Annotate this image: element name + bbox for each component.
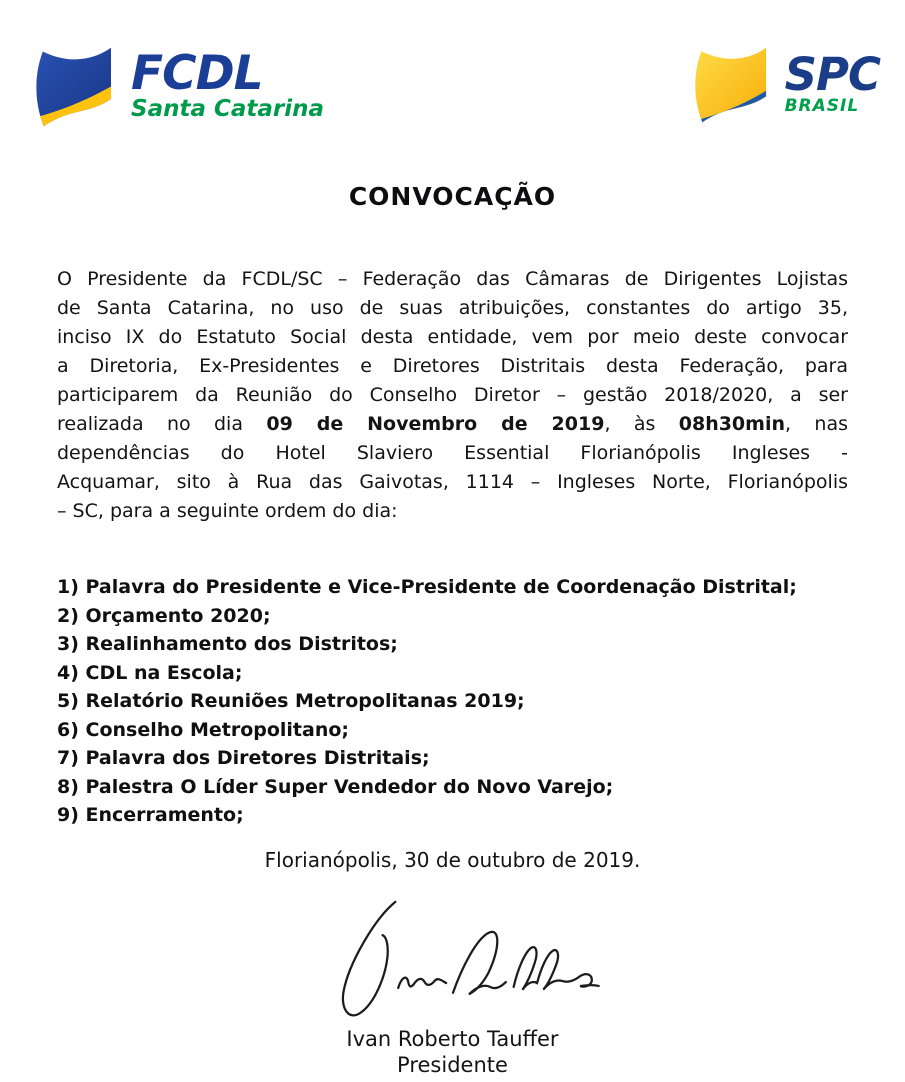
- fcdl-flag-icon: [27, 42, 123, 132]
- body-line-segment: , nas: [785, 413, 848, 435]
- signer-role: Presidente: [397, 1052, 508, 1077]
- body-line: inciso IX do Estatuto Social desta entidade, vem por meio deste convocar: [57, 326, 848, 348]
- agenda-item: 1) Palavra do Presidente e Vice-Presidente de Coordenação Distrital;: [57, 576, 797, 598]
- letterhead: [27, 42, 880, 138]
- body-line: dependências do Hotel Slaviero Essential Florianópolis Ingleses -: [57, 442, 848, 464]
- date-line: Florianópolis, 30 de outubro de 2019.: [264, 847, 641, 872]
- body-line: – SC, para a seguinte ordem do dia:: [57, 500, 398, 522]
- spc-subtitle: BRASIL: [784, 96, 860, 116]
- body-line-meeting-datetime: [57, 410, 848, 439]
- agenda-item: 2) Orçamento 2020;: [57, 604, 271, 627]
- spc-logo-text: [784, 48, 880, 116]
- body-line: Acquamar, sito à Rua das Gaivotas, 1114 – Ingleses Norte, Florianópolis: [57, 471, 848, 493]
- meeting-time: 08h30min: [678, 413, 785, 435]
- body-line: de Santa Catarina, no uso de suas atribuições, constantes do artigo 35,: [57, 297, 848, 319]
- signature-block: [57, 896, 848, 1032]
- agenda-item: 7) Palavra dos Diretores Distritais;: [57, 747, 430, 769]
- fcdl-acronym: FCDL: [131, 46, 263, 101]
- spc-acronym: SPC: [784, 48, 880, 101]
- fcdl-subtitle: Santa Catarina: [131, 96, 325, 122]
- body-line: O Presidente da FCDL/SC – Federação das Câmaras de Dirigentes Lojistas: [57, 268, 848, 290]
- spc-logo: [687, 42, 880, 128]
- body-paragraph: [57, 265, 848, 526]
- agenda-list: [57, 573, 848, 830]
- fcdl-logo: [27, 42, 324, 132]
- body-line: participarem da Reunião do Conselho Diretor – gestão 2018/2020, a ser: [57, 384, 848, 406]
- agenda-item: 8) Palestra O Líder Super Vendedor do Novo Varejo;: [57, 775, 614, 798]
- handwritten-signature-image: [288, 896, 618, 1028]
- agenda-item: 5) Relatório Reuniões Metropolitanas 2019;: [57, 690, 525, 712]
- body-line: a Diretoria, Ex-Presidentes e Diretores Distritais desta Federação, para: [57, 355, 848, 377]
- body-line-segment: realizada no dia: [57, 413, 267, 435]
- meeting-date: 09 de Novembro de 2019: [266, 413, 605, 435]
- agenda-item: 4) CDL na Escola;: [57, 661, 243, 684]
- spc-flag-icon: [687, 42, 777, 128]
- agenda-item: 9) Encerramento;: [57, 804, 244, 826]
- fcdl-logo-text: [131, 46, 325, 122]
- agenda-item: 6) Conselho Metropolitano;: [57, 718, 350, 741]
- agenda-item: 3) Realinhamento dos Distritos;: [57, 633, 398, 655]
- document-title: CONVOCAÇÃO: [348, 182, 557, 211]
- body-line-segment: , às: [604, 413, 679, 435]
- signer-name: Ivan Roberto Tauffer: [346, 1026, 559, 1051]
